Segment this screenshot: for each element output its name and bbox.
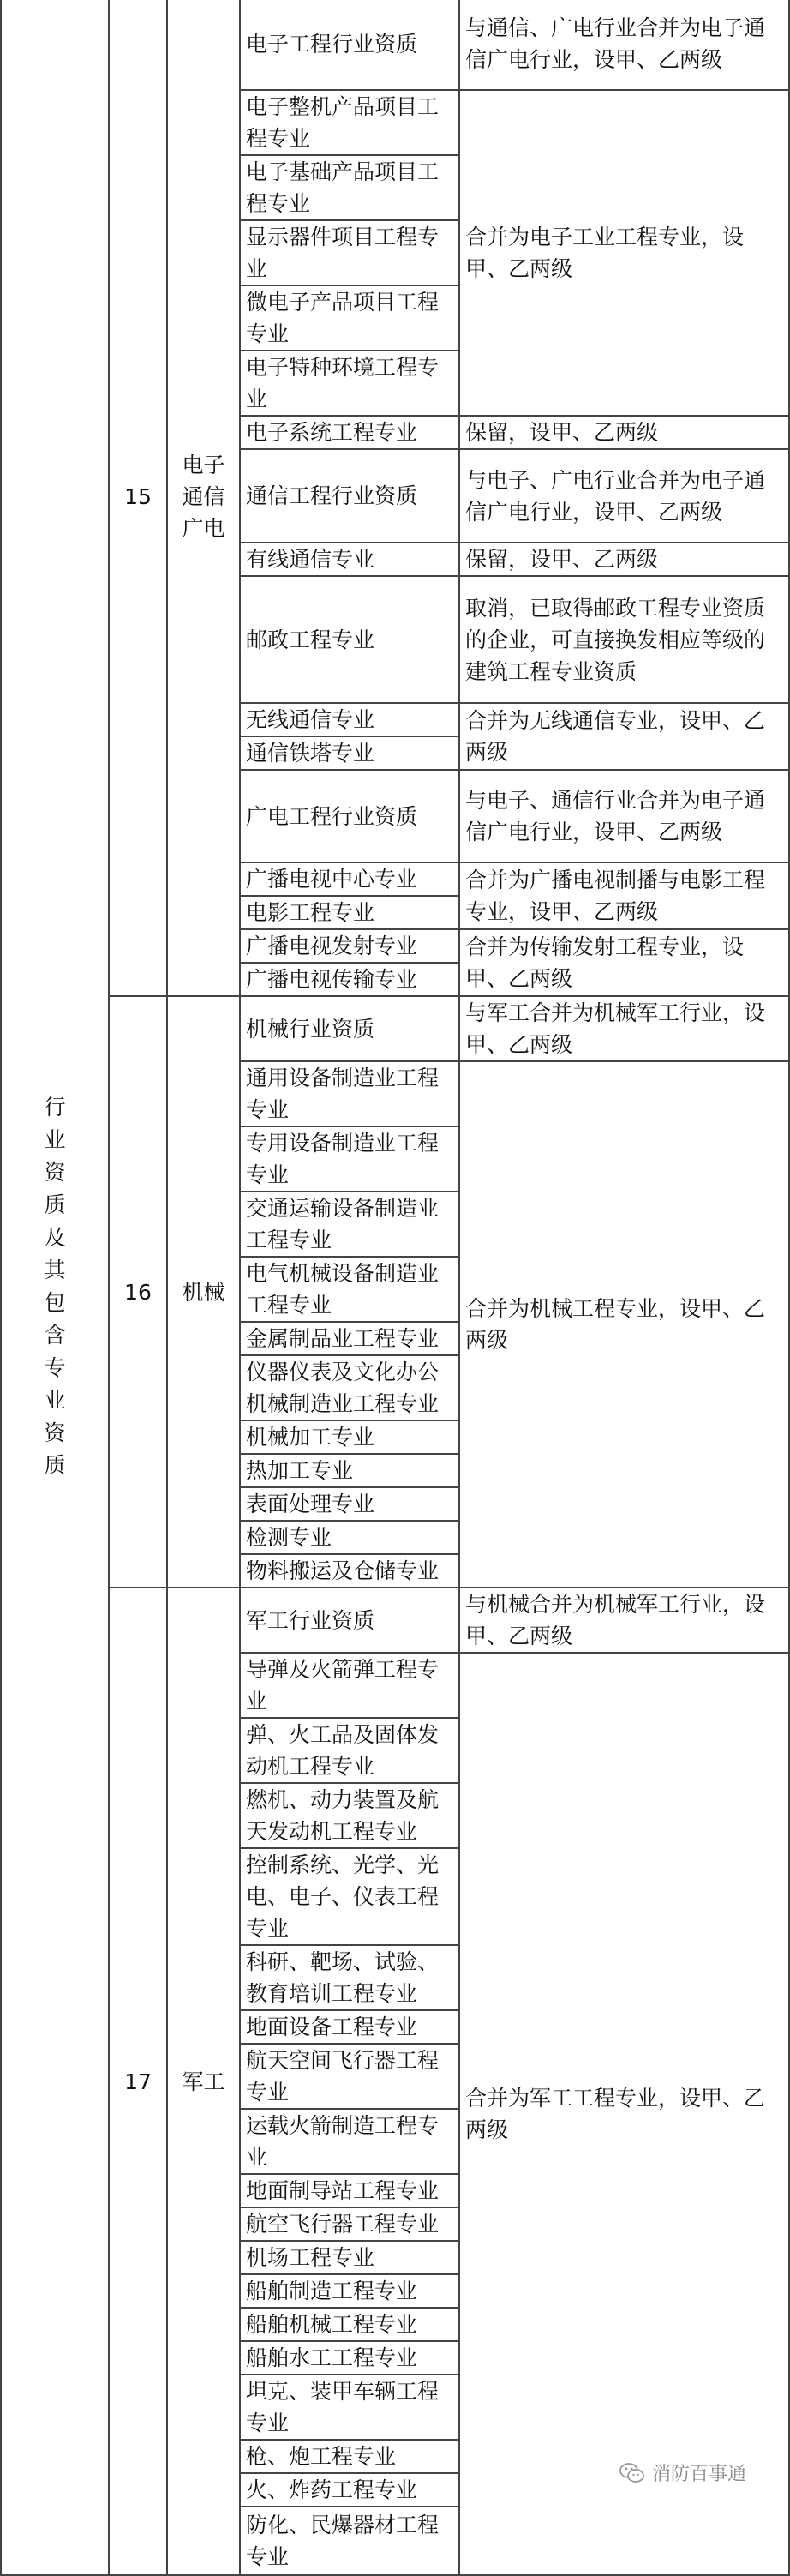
sub-qualification: 邮政工程专业 xyxy=(240,576,459,703)
sub-qualification: 机械加工专业 xyxy=(240,1420,459,1454)
sub-qualification: 船舶制造工程专业 xyxy=(240,2274,459,2308)
sub-qualification: 检测专业 xyxy=(240,1521,459,1554)
sub-qualification: 显示器件项目工程专业 xyxy=(240,220,459,285)
sub-qualification: 广播电视中心专业 xyxy=(240,862,459,896)
section-number-16: 16 xyxy=(109,996,167,1588)
category-cell xyxy=(1,0,109,2575)
sub-qualification: 船舶机械工程专业 xyxy=(240,2308,459,2341)
sub-qualification: 地面制导站工程专业 xyxy=(240,2174,459,2207)
sub-qualification: 专用设备制造业工程专业 xyxy=(240,1126,459,1192)
sub-qualification: 电子系统工程专业 xyxy=(240,416,459,449)
sub-qualification: 广播电视发射专业 xyxy=(240,929,459,963)
category-label: 行业资质及其包含专业资质 xyxy=(44,1094,66,1478)
sub-qualification: 广电工程行业资质 xyxy=(240,770,459,862)
sub-qualification: 电气机械设备制造业工程专业 xyxy=(240,1257,459,1322)
sub-qualification: 热加工专业 xyxy=(240,1454,459,1487)
watermark-text: 消防百事通 xyxy=(651,2464,746,2485)
table-row xyxy=(1,1588,789,1653)
sub-qualification: 坦克、装甲车辆工程专业 xyxy=(240,2375,459,2440)
sub-qualification: 通信铁塔专业 xyxy=(240,736,459,770)
wechat-icon xyxy=(619,2462,645,2484)
watermark xyxy=(614,2458,751,2488)
sub-qualification: 地面设备工程专业 xyxy=(240,2010,459,2044)
note-cell: 取消，已取得邮政工程专业资质的企业，可直接换发相应等级的建筑工程专业资质 xyxy=(459,576,789,703)
sub-qualification: 电子工程行业资质 xyxy=(240,0,459,90)
sub-qualification: 燃机、动力装置及航天发动机工程专业 xyxy=(240,1783,459,1848)
sub-qualification: 金属制品业工程专业 xyxy=(240,1322,459,1355)
sub-qualification: 无线通信专业 xyxy=(240,703,459,736)
sub-qualification: 电子整机产品项目工程专业 xyxy=(240,90,459,155)
section-number-17: 17 xyxy=(109,1588,167,2575)
sub-qualification: 物料搬运及仓储专业 xyxy=(240,1554,459,1588)
sub-qualification: 电子基础产品项目工程专业 xyxy=(240,155,459,220)
sub-qualification: 机械行业资质 xyxy=(240,996,459,1061)
table-row xyxy=(1,0,789,90)
table-row xyxy=(1,996,789,1061)
sub-qualification: 表面处理专业 xyxy=(240,1487,459,1521)
sub-qualification: 弹、火工品及固体发动机工程专业 xyxy=(240,1718,459,1783)
sub-qualification: 军工行业资质 xyxy=(240,1588,459,1653)
note-cell: 合并为无线通信专业，设甲、乙两级 xyxy=(459,703,789,770)
sub-qualification: 火、炸药工程专业 xyxy=(240,2473,459,2507)
sub-qualification: 控制系统、光学、光电、电子、仪表工程专业 xyxy=(240,1848,459,1945)
industry-17: 军工 xyxy=(167,1588,240,2575)
sub-qualification: 导弹及火箭弹工程专业 xyxy=(240,1653,459,1718)
note-cell: 保留，设甲、乙两级 xyxy=(459,416,789,449)
industry-15: 电子通信广电 xyxy=(167,0,240,996)
sub-qualification: 有线通信专业 xyxy=(240,543,459,576)
sub-qualification: 通信工程行业资质 xyxy=(240,449,459,543)
note-cell: 合并为广播电视制播与电影工程专业，设甲、乙两级 xyxy=(459,862,789,929)
note-cell: 与机械合并为机械军工行业，设甲、乙两级 xyxy=(459,1588,789,1653)
sub-qualification: 防化、民爆器材工程专业 xyxy=(240,2507,459,2575)
note-cell: 保留，设甲、乙两级 xyxy=(459,543,789,576)
note-cell: 与军工合并为机械军工行业，设甲、乙两级 xyxy=(459,996,789,1061)
sub-qualification: 船舶水工工程专业 xyxy=(240,2341,459,2375)
sub-qualification: 枪、炮工程专业 xyxy=(240,2440,459,2473)
note-cell: 合并为传输发射工程专业，设甲、乙两级 xyxy=(459,929,789,996)
sub-qualification: 科研、靶场、试验、教育培训工程专业 xyxy=(240,1945,459,2010)
sub-qualification: 电子特种环境工程专业 xyxy=(240,351,459,416)
sub-qualification: 通用设备制造业工程专业 xyxy=(240,1061,459,1126)
note-cell: 合并为机械工程专业，设甲、乙两级 xyxy=(459,1061,789,1588)
section-number-15: 15 xyxy=(109,0,167,996)
sub-qualification: 电影工程专业 xyxy=(240,896,459,929)
note-cell: 合并为军工工程专业，设甲、乙两级 xyxy=(459,1653,789,2575)
sub-qualification: 仪器仪表及文化办公机械制造业工程专业 xyxy=(240,1355,459,1420)
sub-qualification: 广播电视传输专业 xyxy=(240,963,459,996)
sub-qualification: 航空飞行器工程专业 xyxy=(240,2207,459,2241)
sub-qualification: 航天空间飞行器工程专业 xyxy=(240,2044,459,2109)
industry-16: 机械 xyxy=(167,996,240,1588)
note-cell: 与电子、广电行业合并为电子通信广电行业，设甲、乙两级 xyxy=(459,449,789,543)
sub-qualification: 微电子产品项目工程专业 xyxy=(240,285,459,351)
note-cell: 与通信、广电行业合并为电子通信广电行业，设甲、乙两级 xyxy=(459,0,789,90)
note-cell: 合并为电子工业工程专业，设甲、乙两级 xyxy=(459,90,789,416)
sub-qualification: 机场工程专业 xyxy=(240,2241,459,2274)
sub-qualification: 运载火箭制造工程专业 xyxy=(240,2109,459,2174)
note-cell: 与电子、通信行业合并为电子通信广电行业，设甲、乙两级 xyxy=(459,770,789,862)
sub-qualification: 交通运输设备制造业工程专业 xyxy=(240,1192,459,1257)
